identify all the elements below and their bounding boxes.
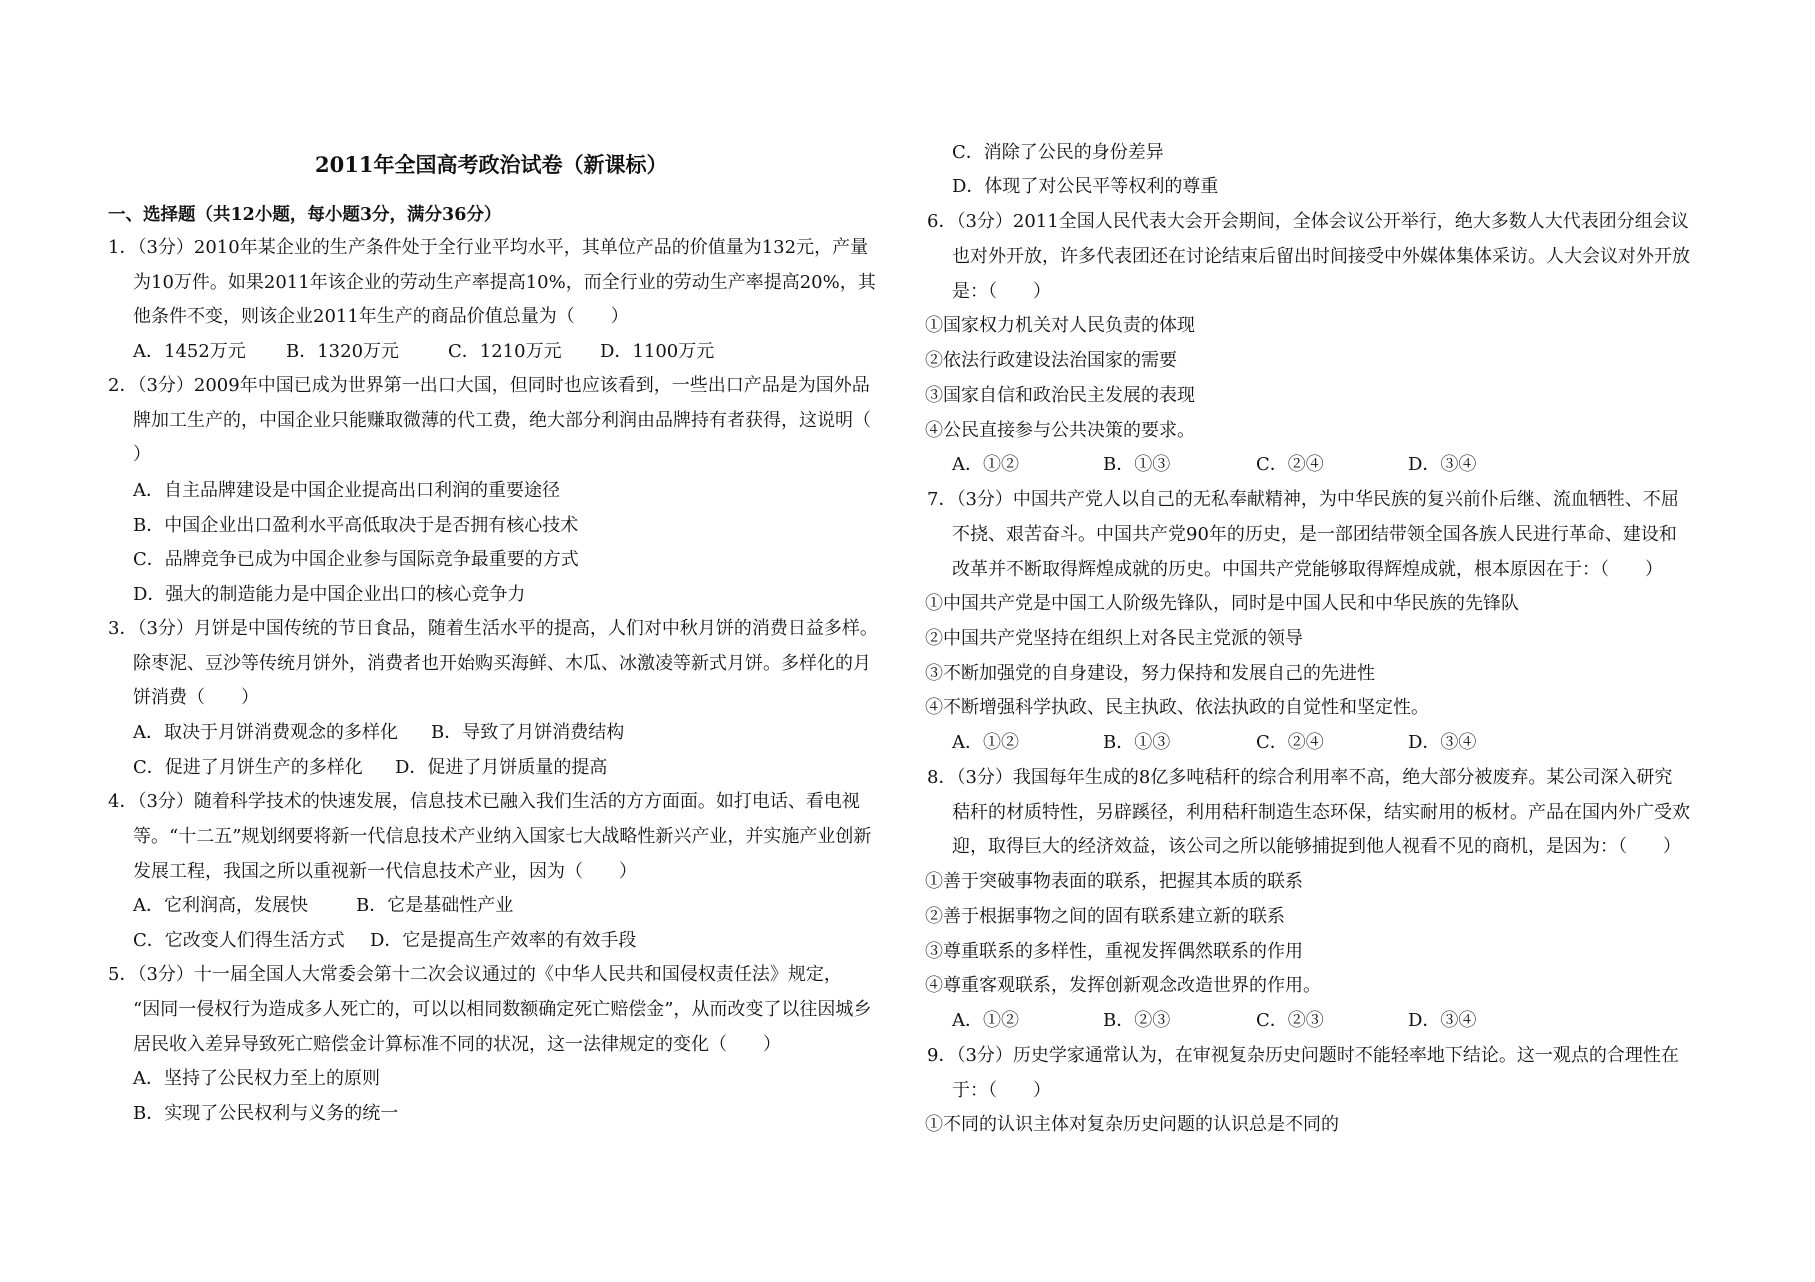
q2-option-a: A．自主品牌建设是中国企业提高出口利润的重要途径 <box>133 480 560 501</box>
exam-title: 2011年全国高考政治试卷（新课标） <box>315 152 668 177</box>
q4-option-d: D．它是提高生产效率的有效手段 <box>370 930 637 951</box>
q5-line-1: 5．（3分）十一届全国人大常委会第十二次会议通过的《中华人民共和国侵权责任法》规定， <box>108 964 842 985</box>
q1-line-1: 1．（3分）2010年某企业的生产条件处于全行业平均水平，其单位产品的价值量为132元，产量 <box>108 237 869 258</box>
q8-option-c: C．②③ <box>1256 1010 1324 1031</box>
q7-line-3: 改革并不断取得辉煌成就的历史。中国共产党能够取得辉煌成就，根本原因在于：（ ） <box>952 559 1663 580</box>
q1-option-b: B．1320万元 <box>286 341 400 362</box>
q5-line-2: “因同一侵权行为造成多人死亡的，可以以相同数额确定死亡赔偿金”，从而改变了以往因城乡 <box>133 999 872 1020</box>
q9-line-1: 9．（3分）历史学家通常认为，在审视复杂历史问题时不能轻率地下结论。这一观点的合理性在 <box>927 1045 1679 1066</box>
q9-item-1: ①不同的认识主体对复杂历史问题的认识总是不同的 <box>925 1114 1339 1135</box>
q8-item-4: ④尊重客观联系，发挥创新观念改造世界的作用。 <box>925 975 1321 996</box>
q6-item-4: ④公民直接参与公共决策的要求。 <box>925 420 1195 441</box>
q1-option-c: C．1210万元 <box>448 341 562 362</box>
q4-option-a: A．它利润高，发展快 <box>133 895 308 916</box>
q6-line-3: 是：（ ） <box>952 281 1051 302</box>
q7-item-1: ①中国共产党是中国工人阶级先锋队，同时是中国人民和中华民族的先锋队 <box>925 593 1519 614</box>
q8-item-1: ①善于突破事物表面的联系，把握其本质的联系 <box>925 871 1303 892</box>
q2-line-2: 牌加工生产的，中国企业只能赚取微薄的代工费，绝大部分利润由品牌持有者获得，这说明（ <box>133 410 871 431</box>
q8-item-2: ②善于根据事物之间的固有联系建立新的联系 <box>925 906 1285 927</box>
q3-line-3: 饼消费（ ） <box>133 687 259 708</box>
q6-option-a: A．①② <box>952 454 1019 475</box>
q3-line-1: 3．（3分）月饼是中国传统的节日食品，随着生活水平的提高，人们对中秋月饼的消费日益多样。 <box>108 618 878 639</box>
q5-option-b: B．实现了公民权利与义务的统一 <box>133 1103 399 1124</box>
q8-option-d: D．③④ <box>1408 1010 1477 1031</box>
q1-line-2: 为10万件。如果2011年该企业的劳动生产率提高10%，而全行业的劳动生产率提高20%，其 <box>133 272 876 293</box>
q6-item-1: ①国家权力机关对人民负责的体现 <box>925 315 1195 336</box>
q2-line-3: ） <box>133 444 151 465</box>
q6-option-b: B．①③ <box>1103 454 1171 475</box>
q7-line-1: 7．（3分）中国共产党人以自己的无私奉献精神，为中华民族的复兴前仆后继、流血牺牲、不屈 <box>927 489 1679 510</box>
q2-option-b: B．中国企业出口盈利水平高低取决于是否拥有核心技术 <box>133 515 579 536</box>
q6-option-c: C．②④ <box>1256 454 1324 475</box>
q7-option-d: D．③④ <box>1408 732 1477 753</box>
q3-line-2: 除枣泥、豆沙等传统月饼外，消费者也开始购买海鲜、木瓜、冰激凌等新式月饼。多样化的月 <box>133 653 871 674</box>
q7-item-3: ③不断加强党的自身建设，努力保持和发展自己的先进性 <box>925 663 1375 684</box>
q5-option-d: D．体现了对公民平等权利的尊重 <box>952 176 1219 197</box>
q8-option-a: A．①② <box>952 1010 1019 1031</box>
q2-line-1: 2．（3分）2009年中国已成为世界第一出口大国，但同时也应该看到，一些出口产品是为国外品 <box>108 375 870 396</box>
q8-option-b: B．②③ <box>1103 1010 1171 1031</box>
q1-line-3: 他条件不变，则该企业2011年生产的商品价值总量为（ ） <box>133 306 629 327</box>
q3-option-d: D．促进了月饼质量的提高 <box>395 757 608 778</box>
q4-option-b: B．它是基础性产业 <box>356 895 514 916</box>
q5-line-3: 居民收入差异导致死亡赔偿金计算标准不同的状况，这一法律规定的变化（ ） <box>133 1034 781 1055</box>
q4-option-c: C．它改变人们得生活方式 <box>133 930 345 951</box>
q8-line-3: 迎，取得巨大的经济效益，该公司之所以能够捕捉到他人视看不见的商机，是因为：（ ） <box>952 836 1681 857</box>
q6-line-2: 也对外开放，许多代表团还在讨论结束后留出时间接受中外媒体集体采访。人大会议对外开放 <box>952 246 1690 267</box>
q5-option-a: A．坚持了公民权力至上的原则 <box>133 1068 380 1089</box>
q5-option-c: C．消除了公民的身份差异 <box>952 142 1164 163</box>
q1-option-d: D．1100万元 <box>600 341 715 362</box>
q4-line-2: 等。“十二五”规划纲要将新一代信息技术产业纳入国家七大战略性新兴产业，并实施产业创新 <box>133 826 872 847</box>
q8-line-2: 秸秆的材质特性，另辟蹊径，利用秸秆制造生态环保，结实耐用的板材。产品在国内外广受欢 <box>952 802 1690 823</box>
q7-item-4: ④不断增强科学执政、民主执政、依法执政的自觉性和坚定性。 <box>925 697 1429 718</box>
q2-option-d: D．强大的制造能力是中国企业出口的核心竞争力 <box>133 584 526 605</box>
q7-option-c: C．②④ <box>1256 732 1324 753</box>
q7-item-2: ②中国共产党坚持在组织上对各民主党派的领导 <box>925 628 1303 649</box>
q1-option-a: A．1452万元 <box>133 341 246 362</box>
q3-option-b: B．导致了月饼消费结构 <box>431 722 625 743</box>
q8-item-3: ③尊重联系的多样性，重视发挥偶然联系的作用 <box>925 941 1303 962</box>
q7-line-2: 不挠、艰苦奋斗。中国共产党90年的历史，是一部团结带领全国各族人民进行革命、建设和 <box>952 524 1677 545</box>
q3-option-c: C．促进了月饼生产的多样化 <box>133 757 363 778</box>
q7-option-b: B．①③ <box>1103 732 1171 753</box>
q4-line-3: 发展工程，我国之所以重视新一代信息技术产业，因为（ ） <box>133 861 637 882</box>
q8-line-1: 8．（3分）我国每年生成的8亿多吨秸秆的综合利用率不高，绝大部分被废弃。某公司深入研究 <box>927 767 1673 788</box>
q2-option-c: C．品牌竞争已成为中国企业参与国际竞争最重要的方式 <box>133 549 579 570</box>
q6-line-1: 6．（3分）2011全国人民代表大会开会期间，全体会议公开举行，绝大多数人大代表团分组会议 <box>927 211 1689 232</box>
q3-option-a: A．取决于月饼消费观念的多样化 <box>133 722 398 743</box>
q6-item-3: ③国家自信和政治民主发展的表现 <box>925 385 1195 406</box>
q4-line-1: 4．（3分）随着科学技术的快速发展，信息技术已融入我们生活的方方面面。如打电话、看电视 <box>108 791 860 812</box>
q9-line-2: 于：（ ） <box>952 1080 1051 1101</box>
q6-option-d: D．③④ <box>1408 454 1477 475</box>
section-heading: 一、选择题（共12小题，每小题3分，满分36分） <box>108 205 502 225</box>
q7-option-a: A．①② <box>952 732 1019 753</box>
q6-item-2: ②依法行政建设法治国家的需要 <box>925 350 1177 371</box>
